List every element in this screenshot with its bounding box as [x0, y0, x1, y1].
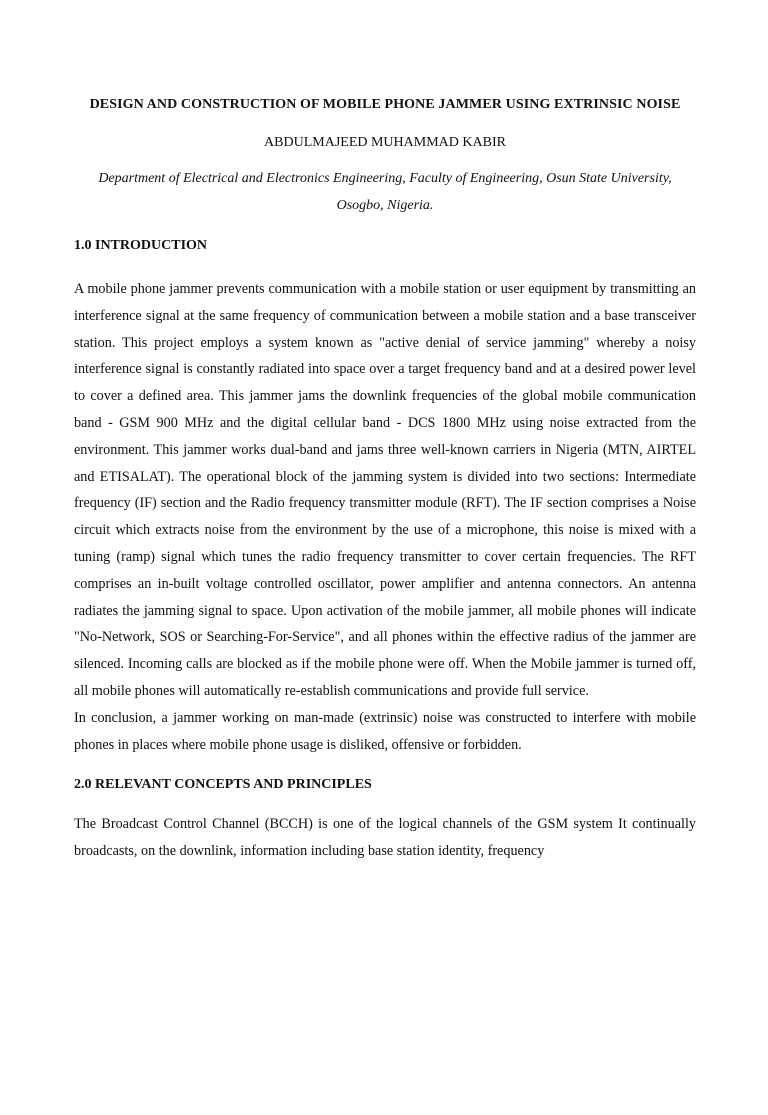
concepts-paragraph-1: The Broadcast Control Channel (BCCH) is one of the logical channels of the GSM system It continually broadcasts, on the downlink, information including base station identity, frequency — [74, 816, 696, 860]
author-affiliation: Department of Electrical and Electronics Engineering, Faculty of Engineering, Osun State University, Osogbo, Nigeria. — [98, 171, 672, 213]
section-heading-introduction: 1.0 INTRODUCTION — [74, 238, 208, 253]
introduction-paragraph-2: In conclusion, a jammer working on man-made (extrinsic) noise was constructed to interfere with mobile phones in places where mobile phone usage is disliked, offensive or forbidden. — [74, 709, 696, 753]
paper-title: DESIGN AND CONSTRUCTION OF MOBILE PHONE JAMMER USING EXTRINSIC NOISE — [89, 97, 681, 112]
document-page — [0, 91, 768, 1115]
section-heading-concepts: 2.0 RELEVANT CONCEPTS AND PRINCIPLES — [74, 777, 372, 793]
introduction-paragraph-1: A mobile phone jammer prevents communication with a mobile station or user equipment by transmitting an interference signal at the same frequency of communication between a mobile station and a base transceiver station. This project employs a system known as "active denial of service jamming" whereby a noisy interference signal is constantly radiated into space over a target frequency band and at a desired power level to cover a defined area. This jammer jams the downlink frequencies of the global mobile communication band - GSM 900 MHz and the digital cellular band - DCS 1800 MHz using noise extracted from the environment. This jammer works dual-band and jams three well-known carriers in Nigeria (MTN, AIRTEL and ETISALAT). The operational block of the jamming system is divided into two sections: Intermediate frequency (IF) section and the Radio frequency transmitter module (RFT). The IF section comprises a Noise circuit which extracts noise from the environment by the use of a microphone, this noise is mixed with a tuning (ramp) signal which tunes the radio frequency transmitter to cover certain frequencies. The RFT comprises an in-built voltage controlled oscillator, power amplifier and antenna connectors. An antenna radiates the jamming signal to space. Upon activation of the mobile jammer, all mobile phones will indicate "No-Network, SOS or Searching-For-Service", and all phones within the effective radius of the jammer are silenced. Incoming calls are blocked as if the mobile phone were off. When the Mobile jammer is turned off, all mobile phones will automatically re-establish communications and provide full service. — [74, 281, 696, 699]
author-name: ABDULMAJEED MUHAMMAD KABIR — [264, 135, 506, 150]
